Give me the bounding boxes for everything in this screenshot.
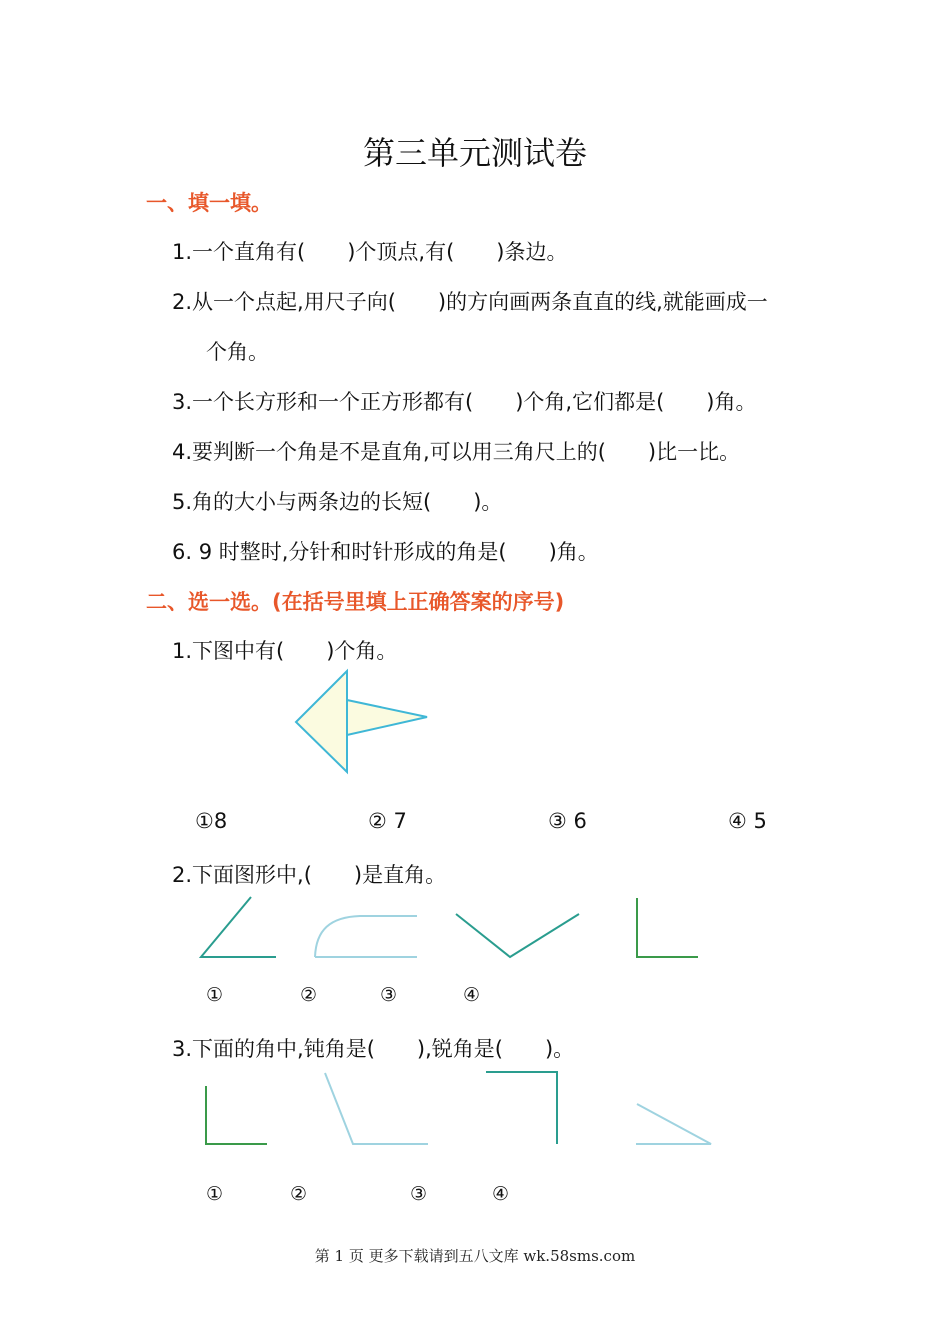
q3-label-2: ② [290,1183,308,1205]
right-angle-candidates [201,897,698,957]
angle-2-obtuse [325,1073,428,1144]
shape-1-acute-angle [201,897,276,957]
angle-1-right [206,1086,267,1144]
question-1-2-continued: 个角。 [206,340,269,364]
figure-triangle-left [296,671,347,772]
q3-label-4: ④ [492,1183,510,1205]
q2-label-4: ④ [463,984,481,1006]
question-2-3: 3.下面的角中,钝角是( ),锐角是( )。 [172,1037,575,1061]
page-footer: 第 1 页 更多下载请到五八文库 wk.58sms.com [314,1247,636,1265]
q1-option-2: ② 7 [368,809,407,833]
q2-label-2: ② [300,984,318,1006]
shape-3-obtuse-angle [456,914,579,957]
question-2-2: 2.下面图形中,( )是直角。 [172,863,447,887]
shape-4-right-angle [637,898,698,957]
q3-label-1: ① [206,1183,224,1205]
page-title: 第三单元测试卷 [362,134,587,172]
q1-option-1: ①8 [195,809,228,833]
question-1-1: 1.一个直角有( )个顶点,有( )条边。 [172,240,568,264]
q2-label-1: ① [206,984,224,1006]
question-1-6: 6. 9 时整时,分针和时针形成的角是( )角。 [172,540,599,564]
q2-label-3: ③ [380,984,398,1006]
section-2-heading: 二、选一选。(在括号里填上正确答案的序号) [146,590,565,614]
angle-count-figure [296,671,427,772]
figure-triangle-right [347,700,427,735]
question-1-5: 5.角的大小与两条边的长短( )。 [172,490,503,514]
question-1-2: 2.从一个点起,用尺子向( )的方向画两条直直的线,就能画成一 [172,290,768,314]
question-2-1: 1.下图中有( )个角。 [172,639,398,663]
q1-option-3: ③ 6 [548,809,587,833]
q3-label-3: ③ [410,1183,428,1205]
shape-2-curve [315,916,417,957]
q1-option-4: ④ 5 [728,809,767,833]
angle-type-candidates [206,1072,711,1144]
angle-3-right [486,1072,557,1144]
question-1-4: 4.要判断一个角是不是直角,可以用三角尺上的( )比一比。 [172,440,741,464]
section-1-heading: 一、填一填。 [146,191,272,215]
question-1-3: 3.一个长方形和一个正方形都有( )个角,它们都是( )角。 [172,390,757,414]
angle-4-acute [636,1104,711,1144]
